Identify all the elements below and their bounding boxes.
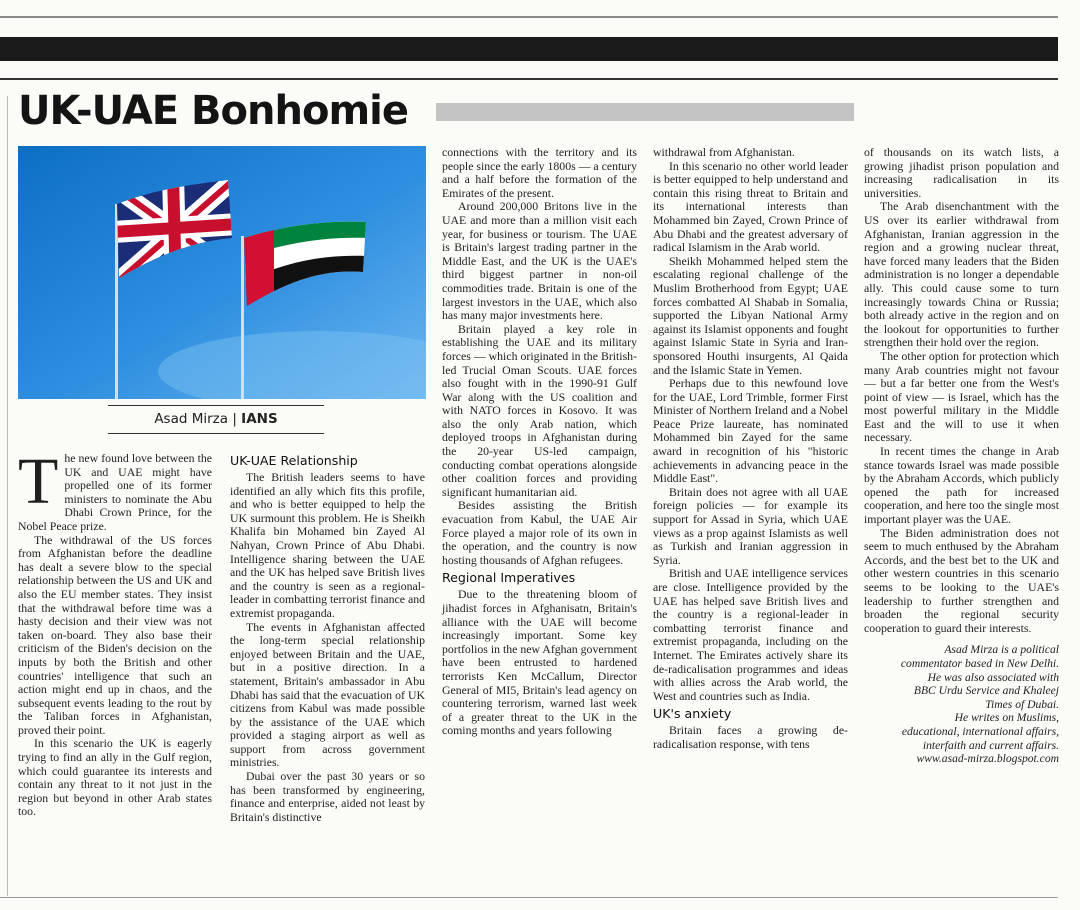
column-3: [442, 146, 637, 738]
bio-line: Times of Dubai.: [985, 697, 1059, 711]
paragraph: The events in Afghanistan affected the long-term special relationship enjoyed between Britain and the UAE, but in a positive direction. In a statement, Britain's ambassador in Abu Dhabi has said that the evacuation of UK citizens from Kabul was made possible by the assistance of the UAE which provided a staging airport as well as support from across government ministries.: [230, 619, 425, 770]
author-blog-link[interactable]: www.asad-mirza.blogspot.com: [916, 752, 1059, 766]
bottom-rule: [0, 897, 1058, 898]
paragraph: The Arab disenchantment with the US over its earlier withdrawal from Afghanistan, Iranian aggression in the region and a growing nuclear threat, have forced many leaders that the Biden administration is no longer a dependable ally. This could cause some to turn increasingly towards China or Russia; both already active in the region and on the lookout for opportunities to further strengthen their hold over the region.: [864, 199, 1059, 350]
paragraph: of thousands on its watch lists, a growing jihadist prison population and increasing radicalisation in its universities.: [864, 145, 1059, 200]
paragraph: The Biden administration does not seem to much enthused by the Abraham Accords, and the best bet to the UK and other western countries in this scenario seems to be looking to the UAE's leadership to further strengthen and broaden the regional security cooperation to guard their interests.: [864, 525, 1059, 635]
column-2: [230, 450, 425, 824]
section-heading: UK's anxiety: [653, 706, 732, 722]
header-band: [0, 37, 1058, 61]
bio-line: BBC Urdu Service and Khaleej: [913, 684, 1059, 698]
drop-cap: T: [18, 445, 59, 518]
paragraph: In this scenario no other world leader is better equipped to help understand and contain this rising threat to Britain and its international interests than Mohammed bin Zayed, Crown Prince of Abu Dhabi and the greatest adversary of radical Islamism in the Arab world.: [653, 158, 848, 255]
column-1: [18, 445, 212, 819]
paragraph: Due to the threatening bloom of jihadist forces in Afghanisatn, Britain's alliance with the UAE will become increasingly important. Some key portfolios in the new Afghan government have been entrusted to hardened terrorists Ken McCallum, Director General of MI5, Britain's lead agency on countering terrorism, warned last week of a greater threat to the UK in the coming months and years following: [442, 587, 637, 738]
paragraph: connections with the territory and its people since the early 1800s — a century and a half before the formation of the Emirates of the present.: [442, 145, 637, 200]
section-heading: UK-UAE Relationship: [230, 453, 358, 468]
column-edge-rule: [7, 96, 8, 896]
author-bio: [864, 643, 1059, 765]
bio-line: interfaith and current affairs.: [922, 738, 1059, 752]
bio-line: Asad Mirza is a political: [944, 643, 1059, 657]
lead-paragraph: The new found love between the UK and UAE might have propelled one of its former ministers to nominate the Abu Dhabi Crown Prince, for the Nobel Peace prize.: [18, 445, 212, 533]
byline-rule-bottom: [108, 433, 324, 434]
paragraph: Britain does not agree with all UAE foreign policies — for example its support for Assad in Syria, which UAE views as a prop against Islamists as well as Turkish and Iranian aggression in Syria.: [653, 484, 848, 567]
byline-agency: IANS: [241, 411, 278, 427]
column-5: [864, 146, 1059, 766]
paragraph: British and UAE intelligence services are close. Intelligence provided by the UAE has helped save British lives and the country is a regional-leader in combatting terrorist finance and extremist propaganda, including on the Internet. The Emirates actively share its de-radicalisation programmes and ideas with allies across the Arab world, the West and countries such as India.: [653, 566, 848, 703]
top-rule: [0, 16, 1058, 18]
column-4: [653, 146, 848, 752]
paragraph: Perhaps due to this newfound love for the UAE, Lord Trimble, former First Minister of Northern Ireland and a Nobel Peace Prize laureate, has nominated Mohammed bin Zayed for the same award in recognition of his "historic achievements in advancing peace in the Middle East".: [653, 376, 848, 486]
paragraph: The other option for protection which many Arab countries might not favour — but a far better one from the West's point of view — is Israel, which has the most powerful military in the Middle East and the will to use it when necessary.: [864, 348, 1059, 445]
paragraph: Britain played a key role in establishing the UAE and its military forces — which originated in the British-led Trucial Oman Scouts. UAE forces also fought with in the 1990-91 Gulf War along with the US coalition and with NATO forces in Kosovo. It was also the only Arab nation, which deployed troops in Afghanistan during the 20-year US-led campaign, conducting combat operations alongside other coalition forces and providing significant humanitarian aid.: [442, 321, 637, 499]
paragraph: Dubai over the past 30 years or so has been transformed by engineering, finance and enterprise, aided not least by Britain's distinctive: [230, 769, 425, 824]
paragraph: In this scenario the UK is eagerly trying to find an ally in the Gulf region, which could guarantee its interests and contain any threat to it not just in the region but beyond in other Arab states too.: [18, 736, 212, 819]
bio-line: educational, international affairs,: [901, 724, 1059, 738]
paragraph: withdrawal from Afghanistan.: [653, 145, 795, 159]
paragraph: Sheikh Mohammed helped stem the escalating regional challenge of the Muslim Brotherhood from Egypt; UAE forces combatted Al Shabab in Somalia, supported the Libyan National Army against its Islamist opponents and fought against Islamic State in Syria and Iran-sponsored Houthi insurgents, Al Qaida and the Islamic State in Yemen.: [653, 253, 848, 377]
paragraph: The British leaders seems to have identified an ally which fits this profile, and who is better equipped to help the UK surmount this problem. He is Sheikh Khalifa bin Mohamed bin Zayed Al Nahyan, Crown Prince of Abu Dhabi. Intelligence sharing between the UAE and the UK has helped save British lives and the country is seen as a regional-leader in combatting terrorist finance and extremist propaganda.: [230, 470, 425, 620]
paragraph: Besides assisting the British evacuation from Kabul, the UAE Air Force played a major role of its own in the operation, and the country is now hosting thousands of Afghan refugees.: [442, 498, 637, 567]
bio-line: commentator based in New Delhi.: [900, 656, 1059, 670]
section-heading: Regional Imperatives: [442, 570, 576, 586]
paragraph: Britain faces a growing de-radicalisation response, with tens: [653, 723, 848, 751]
bio-line: He was also associated with: [927, 670, 1059, 684]
flags-photo: [18, 146, 426, 399]
byline-rule-top: [108, 405, 324, 406]
paragraph: Around 200,000 Britons live in the UAE and more than a million visit each year, for business or tourism. The UAE is Britain's largest trading partner in the Middle East, and the UK is the UAE's third biggest partner in non-oil commodities trade. Britain is one of the largest investors in the UAE, which also has many major investments here.: [442, 199, 637, 323]
byline: [108, 411, 324, 427]
headline: UK-UAE Bonhomie: [18, 88, 408, 134]
bio-line: He writes on Muslims,: [954, 711, 1059, 725]
byline-author: Asad Mirza: [154, 411, 229, 427]
byline-separator: |: [228, 411, 242, 427]
paragraph: In recent times the change in Arab stance towards Israel was made possible by the Abraham Accords, which publicly opened the path for increased cooperation, and here too the single most important player was the UAE.: [864, 444, 1059, 527]
headline-bar: [436, 103, 854, 121]
section-rule: [0, 78, 1058, 80]
paragraph: The withdrawal of the US forces from Afghanistan before the deadline has dealt a severe blow to the special relationship between the US and UK and also the EU member states. They insist that the withdrawal before time was a hasty decision and their view was not taken on-board. They also base their criticism of the Biden's decision on the inputs by both the British and other countries' intelligence that such an action might end up in chaos, and the subsequent events leading to the rout by the Taliban forces in Afghanistan, proved their point.: [18, 532, 212, 737]
